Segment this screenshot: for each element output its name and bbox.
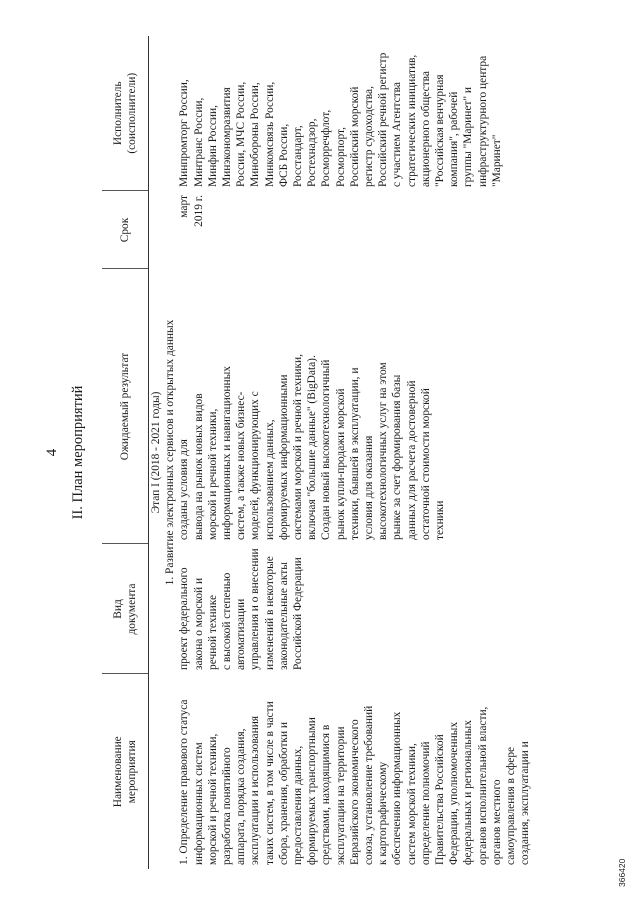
subsection-label: 1. Развитие электронных сервисов и открытых данных [164, 319, 177, 586]
table-row [177, 36, 532, 869]
row-result: созданы условия для вывода на рынок новых видов морской и речной техники, информационных и навигационных систем, а также новых бизнес- моделей, функционирующих с использованием данных, формируемых информационными системами морской и речной техники, включая "большие данные" (BigData). Создан новый высокотехнологичный рынок купли-продажи морской техники, бывшей в эксплуатации, и условия для оказания высокотехнологичных услуг на этом рынке за счет формирования базы данных для расчета достоверной остаточной стоимости морской техники [178, 354, 447, 540]
document-code: 366420 [617, 858, 627, 887]
header-executor: Исполнитель (соисполнители) [102, 36, 149, 191]
row-executor: Минпромторг России, Минтранс России, Минфин России, Минэкономразвития России, МЧС России, Минобороны России, Минкомсвязь России, ФСБ России, Росстандарт, Ростехнадзор, Росморречфлот, Росморпорт, Российский морской регистр судоходства, Российский речной регистр с участием Агентства стратегических инициатив, акционерного общества "Российская венчурная компания", рабочей группы "Маринет" и инфраструктурного центра "Маринет" [178, 52, 503, 187]
header-doc-type: Вид документа [102, 544, 149, 674]
row-deadline: март 2019 г. [178, 195, 205, 227]
stage-row [149, 36, 164, 869]
section-title: II. План мероприятий [70, 385, 86, 520]
header-name: Наименование мероприятия [102, 674, 149, 869]
header-result: Ожидаемый результат [102, 269, 149, 544]
row-doc-type: проект федерального закона о морской и речной технике с высокой степенью автоматизации управления и о внесении изменений в некоторые законодательные акты Российской Федерации [178, 548, 305, 670]
page-number: 4 [44, 448, 60, 457]
plan-table [102, 36, 532, 869]
subsection-row [163, 36, 177, 869]
row-name: 1. Определение правового статуса информационных систем морской и речной техники, разработка понятийного аппарата, порядка создания, эксплуатации и использования таких систем, в том числе в части сбора, хранения, обработки и предоставления данных, формируемых транспортными средствами, находящимися в эксплуатации на территории Евразийского экономического союза, установление требований к картографическому обеспечению информационных систем морской техники, определение полномочий Правительства Российской Федерации, уполномоченных федеральных и региональных органов исполнительной власти, органов местного самоуправления в сфере создания, эксплуатации и [178, 699, 532, 865]
header-deadline: Срок [102, 191, 149, 269]
table-header-row [102, 36, 149, 869]
stage-label: Этап I (2018 - 2021 годы) [150, 391, 162, 514]
